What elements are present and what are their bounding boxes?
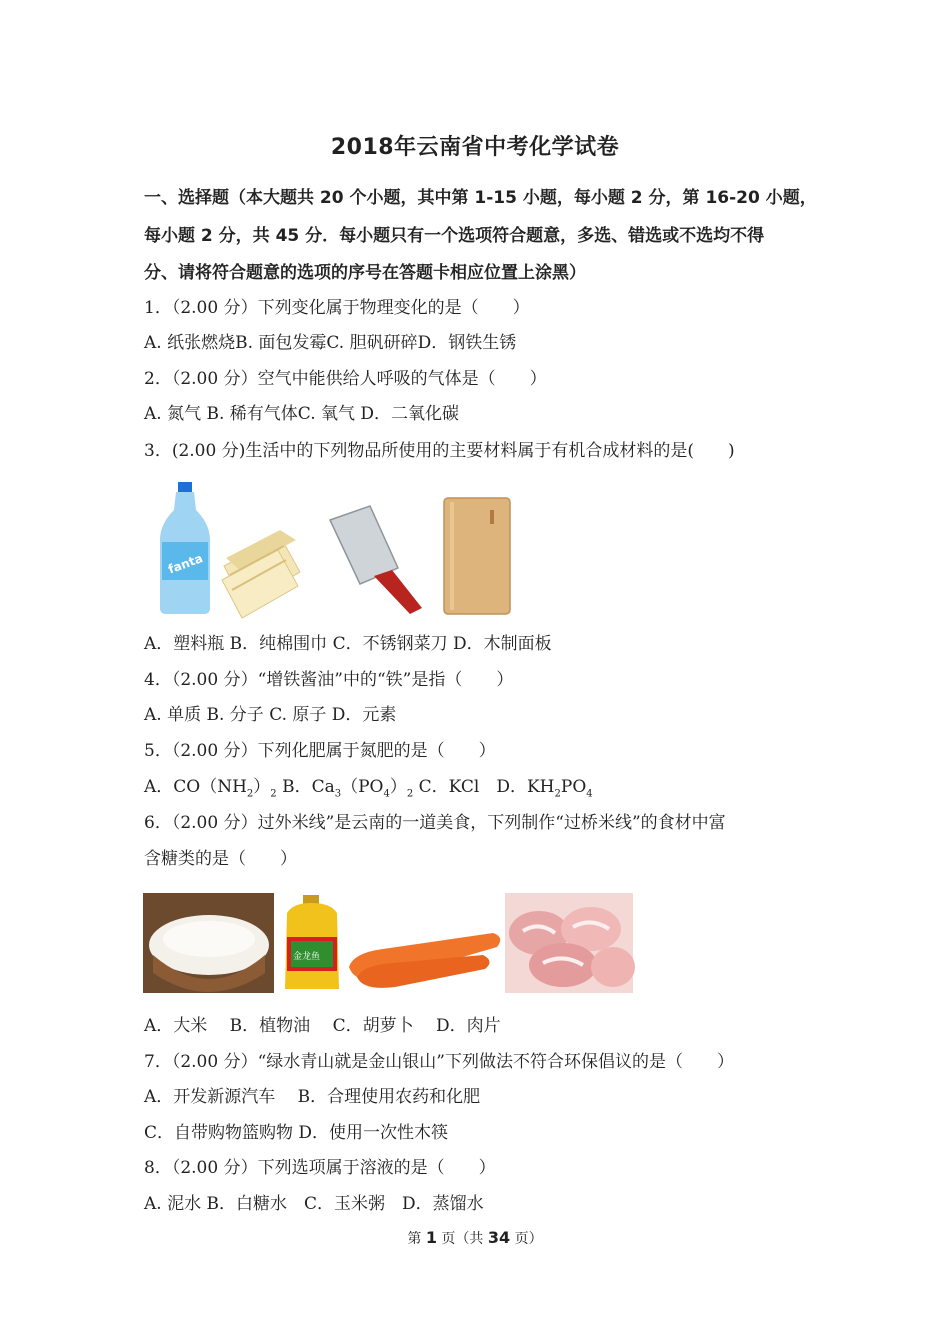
question-2-stem: 2．（2.00 分）空气中能供给人呼吸的气体是（ ） (144, 369, 547, 389)
question-7-stem: 7．（2.00 分）“绿水青山就是金山银山”下列做法不符合环保倡议的是（ ） (144, 1052, 734, 1072)
question-6-stem-line2: 含糖类的是（ ） (144, 849, 297, 869)
question-1-options: A. 纸张燃烧B. 面包发霉C. 胆矾研碎D．钢铁生锈 (144, 333, 517, 353)
question-3-options: A．塑料瓶 B．纯棉围巾 C．不锈钢菜刀 D．木制面板 (144, 634, 552, 654)
question-1-stem: 1．（2.00 分）下列变化属于物理变化的是（ ） (144, 298, 530, 318)
total-pages: 34 (487, 1228, 511, 1247)
section-instructions-line1: 一、选择题（本大题共 20 个小题，其中第 1-15 小题，每小题 2 分，第 16-20 小题， (144, 188, 817, 208)
question-5-options: A．$CO(NH_2)_2$ B．$Ca_3(PO_4)_2$ C．KCl D．$KH_2PO_4$ (144, 777, 593, 800)
vegetable-oil-image (281, 893, 341, 993)
svg-text:金龙鱼: 金龙鱼 (293, 952, 321, 962)
question-7-options-line1: A．开发新源汽车 B．合理使用农药和化肥 (144, 1087, 481, 1107)
question-2-options: A. 氮气 B. 稀有气体C. 氧气 D．二氧化碳 (144, 404, 460, 424)
question-4-stem: 4．（2.00 分）“增铁酱油”中的“铁”是指（ ） (144, 670, 514, 690)
wooden-board-image (444, 498, 510, 614)
question-6-images (143, 893, 635, 993)
cotton-towel-image (222, 530, 300, 618)
carrot-image (345, 893, 503, 993)
section-instructions-line2: 每小题 2 分，共 45 分．每小题只有一个选项符合题意，多选、错选或不选均不得 (144, 226, 765, 246)
page-footer: 第 1 页（共 34 页） (407, 1228, 543, 1247)
page-title: 2018年云南省中考化学试卷 (330, 135, 620, 160)
plastic-bottle-image (160, 482, 210, 614)
question-3-stem: 3．(2.00 分)生活中的下列物品所使用的主要材料属于有机合成材料的是( ) (144, 441, 735, 461)
page-number: 1 (425, 1228, 437, 1247)
question-8-stem: 8．（2.00 分）下列选项属于溶液的是（ ） (144, 1158, 496, 1178)
question-6-stem-line1: 6．（2.00 分）过外米线”是云南的一道美食，下列制作“过桥米线”的食材中富 (144, 813, 726, 833)
stainless-cleaver-image (330, 506, 422, 614)
question-5-stem: 5．（2.00 分）下列化肥属于氮肥的是（ ） (144, 741, 496, 761)
sliced-meat-image (505, 893, 635, 993)
question-3-images (160, 480, 520, 620)
section-instructions-line3: 分、请将符合题意的选项的序号在答题卡相应位置上涂黑） (144, 263, 586, 283)
question-4-options: A. 单质 B. 分子 C. 原子 D．元素 (144, 705, 397, 725)
question-6-options: A．大米 B．植物油 C．胡萝卜 D．肉片 (144, 1016, 501, 1036)
rice-image (143, 893, 274, 993)
svg-text:fanta: fanta (166, 551, 205, 577)
question-8-options: A. 泥水 B．白糖水 C．玉米粥 D．蒸馏水 (144, 1194, 484, 1214)
question-7-options-line2: C．自带购物篮购物 D．使用一次性木筷 (144, 1123, 449, 1143)
